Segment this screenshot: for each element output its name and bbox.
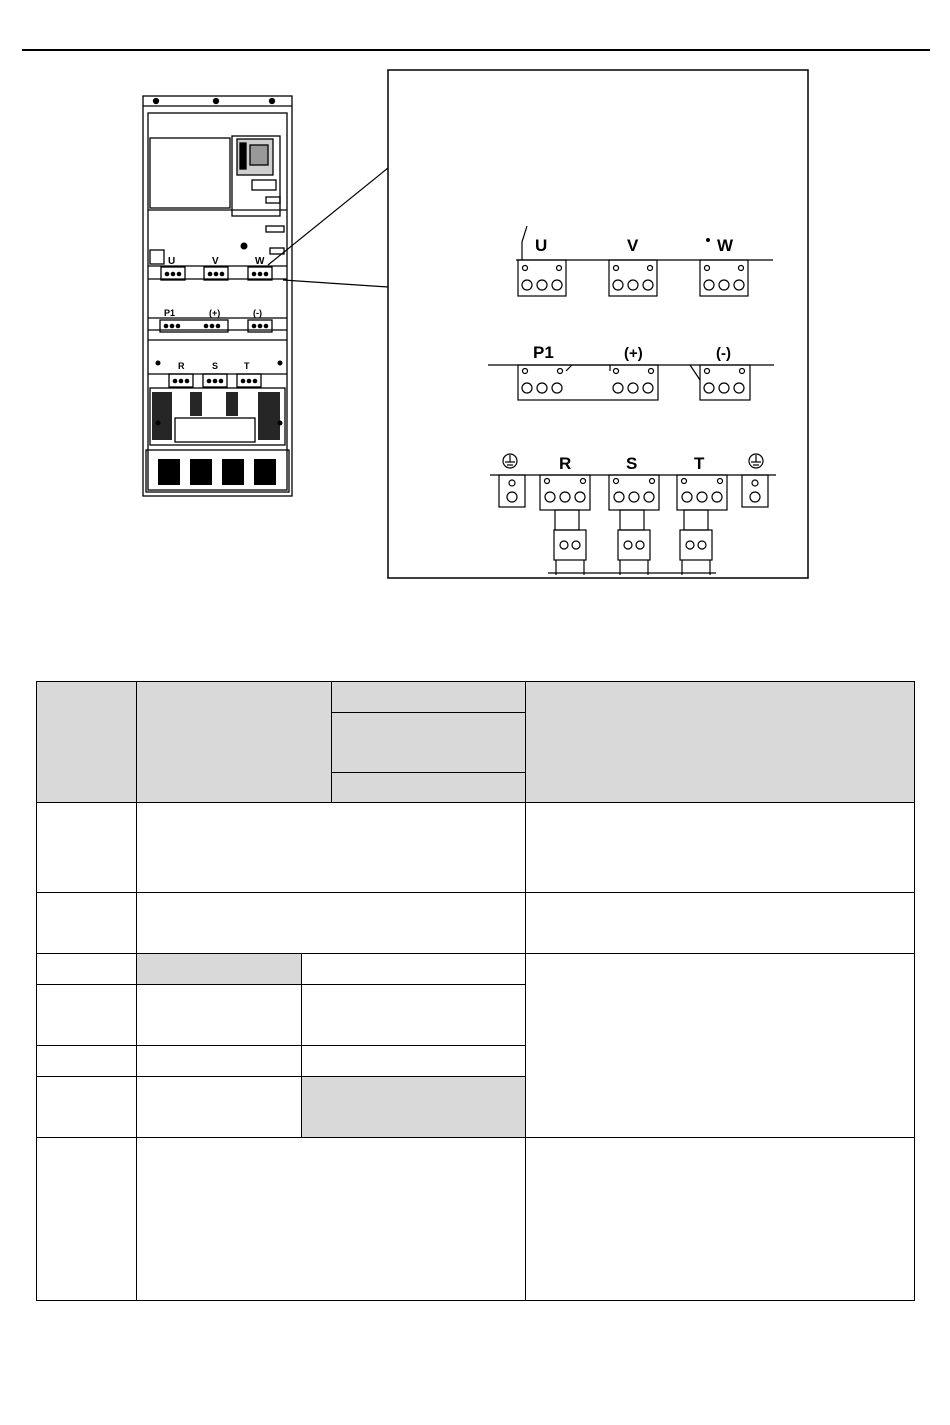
table-header-cell [331,712,526,773]
table-cell [36,1045,137,1077]
thumb-label-plus: (+) [209,308,221,318]
terminal-label-w: W [717,236,734,255]
terminal-label-v: V [627,236,639,255]
table-cell [301,953,526,985]
table-cell [301,984,526,1046]
thumb-label-minus: (-) [253,308,262,318]
table-header-cell [331,681,526,713]
table-cell [301,1076,526,1138]
table-cell [136,953,302,985]
table-cell [136,984,302,1046]
table-cell [136,892,526,954]
terminal-label-p1: P1 [533,343,554,362]
table-header-cell [525,681,915,803]
table-cell [301,1045,526,1077]
terminal-label-r: R [559,454,572,473]
thumb-label-v: V [212,256,219,267]
terminal-label-minus: (-) [716,345,731,362]
table-cell [136,1076,302,1138]
table-header-cell [136,681,332,803]
terminal-label-u: U [535,236,548,255]
table-cell [36,802,137,893]
detail-view-frame [388,70,808,578]
terminal-spec-table [36,681,915,1301]
terminal-wiring-figure [0,0,950,640]
table-header-cell [36,681,137,803]
table-cell [36,1076,137,1138]
table-cell [525,1137,915,1301]
thumb-label-u: U [168,256,176,267]
table-cell [36,984,137,1046]
thumb-cable-bundles [152,392,280,440]
table-cell [136,1137,526,1301]
thumb-vent-grilles [158,459,276,485]
thumb-label-p1: P1 [164,308,176,318]
table-cell [136,1045,302,1077]
thumb-label-t: T [244,361,250,371]
table-cell [36,892,137,954]
terminal-label-t: T [694,454,705,473]
terminal-label-plus: (+) [624,345,643,362]
table-cell [525,802,915,893]
table-cell [136,802,526,893]
table-cell [36,953,137,985]
callout-lines [268,168,388,287]
table-cell [36,1137,137,1301]
thumb-label-w: W [255,256,265,267]
thumb-label-r: R [178,361,185,371]
terminal-label-s: S [626,454,638,473]
thumb-label-s: S [212,361,219,371]
table-cell [525,953,915,1138]
table-header-cell [331,772,526,803]
table-cell [525,892,915,954]
